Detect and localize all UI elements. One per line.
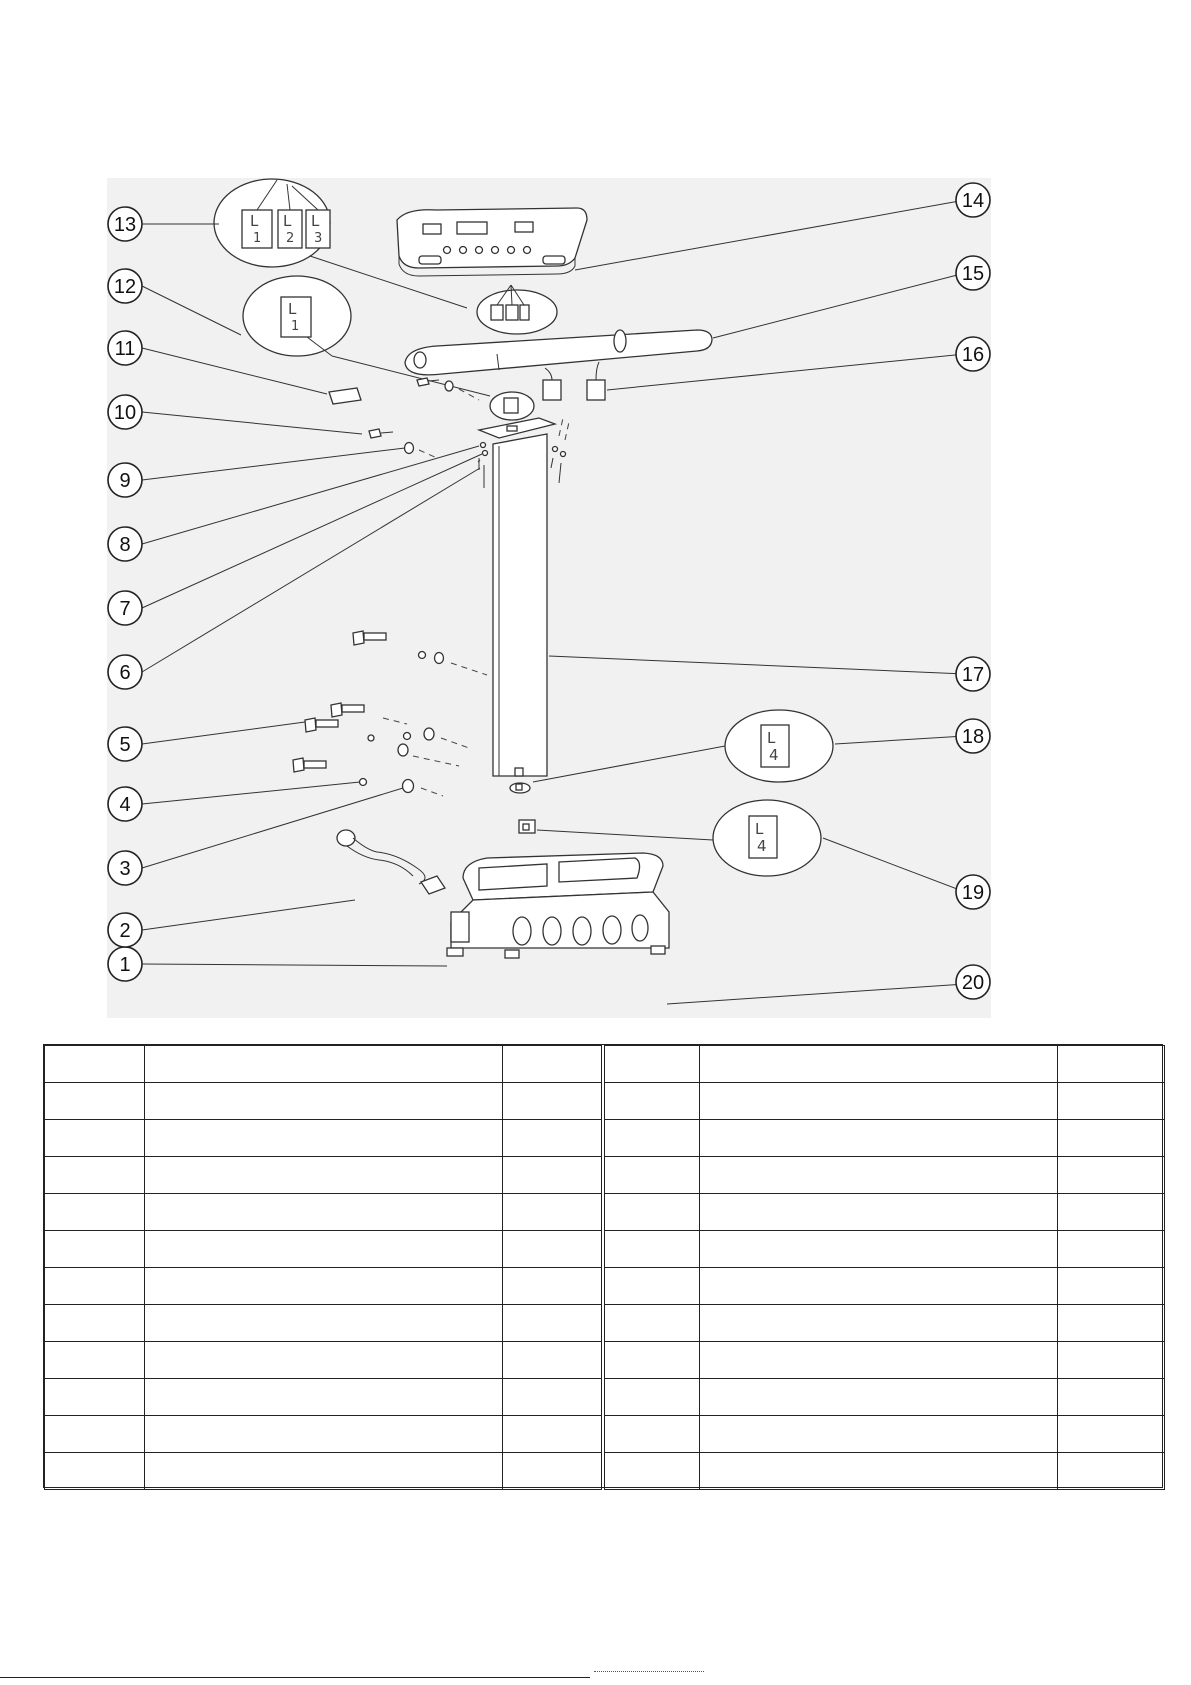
table-cell — [1058, 1194, 1165, 1231]
callout-10 — [108, 395, 142, 429]
power-cord-part-2 — [337, 830, 445, 894]
table-cell — [700, 1083, 1058, 1120]
table-cell — [45, 1268, 145, 1305]
table-cell — [503, 1194, 603, 1231]
table-cell — [603, 1194, 700, 1231]
callout-2 — [108, 913, 142, 947]
foot-part-20 — [505, 950, 519, 958]
table-cell — [145, 1268, 503, 1305]
label-l2: L — [283, 212, 292, 230]
table-cell — [45, 1157, 145, 1194]
callout-13 — [108, 207, 142, 241]
svg-text:16: 16 — [961, 344, 985, 366]
table-cell — [503, 1305, 603, 1342]
table-row — [45, 1120, 1165, 1157]
svg-text:5: 5 — [119, 734, 131, 756]
svg-text:14: 14 — [961, 190, 985, 212]
table-cell — [145, 1157, 503, 1194]
table-cell — [145, 1416, 503, 1453]
detail-bubble-18 — [725, 710, 833, 782]
table-cell — [603, 1046, 700, 1083]
table-cell — [603, 1416, 700, 1453]
table-cell — [45, 1453, 145, 1490]
svg-text:1: 1 — [119, 954, 131, 976]
svg-text:17: 17 — [961, 664, 985, 686]
label-l2-num: 2 — [286, 231, 295, 246]
label-l1b: L — [288, 300, 297, 318]
table-cell — [145, 1120, 503, 1157]
detail-bubble-12 — [243, 276, 351, 356]
table-cell — [603, 1157, 700, 1194]
table-cell — [603, 1305, 700, 1342]
label-l4a: L — [767, 729, 776, 747]
svg-text:4: 4 — [119, 794, 131, 816]
table-cell — [503, 1416, 603, 1453]
table-cell — [503, 1157, 603, 1194]
table-row — [45, 1157, 1165, 1194]
svg-text:12: 12 — [113, 276, 137, 298]
table-cell — [503, 1046, 603, 1083]
bolt-part-10 — [369, 429, 381, 438]
table-cell — [145, 1342, 503, 1379]
callout-5 — [108, 727, 142, 761]
table-cell — [1058, 1342, 1165, 1379]
bolts-part-4 — [293, 758, 443, 796]
washer-part-3 — [403, 780, 414, 793]
callout-17 — [956, 657, 990, 691]
label-l4b: L — [755, 820, 764, 838]
diagram-canvas — [107, 178, 991, 1018]
label-l4b-num: 4 — [757, 837, 767, 855]
callout-6 — [108, 655, 142, 689]
table-cell — [700, 1157, 1058, 1194]
callout-8 — [108, 527, 142, 561]
svg-text:3: 3 — [119, 858, 131, 880]
parts-table — [43, 1044, 1163, 1488]
callout-16 — [956, 337, 990, 371]
table-cell — [45, 1416, 145, 1453]
table-cell — [45, 1231, 145, 1268]
table-cell — [503, 1379, 603, 1416]
table-cell — [145, 1046, 503, 1083]
console-part-14 — [397, 208, 587, 276]
table-cell — [1058, 1046, 1165, 1083]
label-l4a-num: 4 — [769, 746, 779, 764]
block-part-16a — [543, 380, 561, 400]
table-cell — [700, 1120, 1058, 1157]
table-cell — [1058, 1120, 1165, 1157]
table-cell — [503, 1083, 603, 1120]
callout-4 — [108, 787, 142, 821]
svg-text:20: 20 — [961, 972, 985, 994]
label-l1a-num: 1 — [253, 231, 262, 246]
table-cell — [700, 1305, 1058, 1342]
handle-part-15 — [405, 330, 712, 375]
table-row — [45, 1305, 1165, 1342]
table-cell — [603, 1231, 700, 1268]
svg-text:2: 2 — [119, 920, 131, 942]
table-cell — [1058, 1379, 1165, 1416]
svg-text:19: 19 — [961, 882, 985, 904]
callout-18 — [956, 719, 990, 753]
table-cell — [700, 1231, 1058, 1268]
svg-text:9: 9 — [119, 470, 131, 492]
table-cell — [145, 1453, 503, 1490]
callout-12 — [108, 269, 142, 303]
washer-part-9 — [405, 443, 414, 454]
table-cell — [700, 1379, 1058, 1416]
callout-11 — [108, 331, 142, 365]
label-l3-num: 3 — [314, 231, 323, 246]
table-cell — [603, 1342, 700, 1379]
parts-table-body — [45, 1046, 1165, 1490]
callout-15 — [956, 256, 990, 290]
table-cell — [1058, 1453, 1165, 1490]
table-cell — [45, 1194, 145, 1231]
table-row — [45, 1268, 1165, 1305]
footer-mark — [594, 1671, 704, 1680]
svg-text:7: 7 — [119, 598, 131, 620]
block-part-16b — [587, 380, 605, 400]
table-cell — [145, 1305, 503, 1342]
detail-bubble-19 — [713, 800, 821, 876]
table-cell — [603, 1083, 700, 1120]
table-cell — [145, 1379, 503, 1416]
callout-3 — [108, 851, 142, 885]
bolts-part-5 — [305, 631, 487, 766]
svg-text:10: 10 — [113, 402, 137, 424]
table-cell — [145, 1194, 503, 1231]
callout-20 — [956, 965, 990, 999]
table-cell — [603, 1453, 700, 1490]
svg-text:18: 18 — [961, 726, 985, 748]
callout-1 — [108, 947, 142, 981]
table-row — [45, 1416, 1165, 1453]
table-cell — [503, 1120, 603, 1157]
column-part-17 — [493, 434, 547, 776]
svg-text:11: 11 — [114, 338, 136, 360]
table-cell — [700, 1268, 1058, 1305]
svg-text:8: 8 — [119, 534, 131, 556]
svg-text:13: 13 — [113, 214, 137, 236]
table-row — [45, 1083, 1165, 1120]
base-part-1 — [447, 853, 669, 958]
table-cell — [1058, 1231, 1165, 1268]
table-cell — [700, 1342, 1058, 1379]
table-cell — [700, 1416, 1058, 1453]
svg-text:15: 15 — [961, 263, 985, 285]
table-row — [45, 1379, 1165, 1416]
label-l3: L — [311, 212, 320, 230]
detail-bubble-13 — [214, 179, 330, 267]
table-cell — [45, 1342, 145, 1379]
table-row — [45, 1046, 1165, 1083]
table-row — [45, 1231, 1165, 1268]
callout-14 — [956, 183, 990, 217]
end-cap-part-11 — [329, 388, 361, 404]
table-cell — [145, 1231, 503, 1268]
callout-7 — [108, 591, 142, 625]
table-cell — [45, 1083, 145, 1120]
callout-9 — [108, 463, 142, 497]
table-cell — [503, 1453, 603, 1490]
table-cell — [1058, 1305, 1165, 1342]
table-cell — [1058, 1083, 1165, 1120]
table-cell — [503, 1268, 603, 1305]
table-cell — [503, 1231, 603, 1268]
table-cell — [700, 1453, 1058, 1490]
table-cell — [1058, 1157, 1165, 1194]
svg-text:6: 6 — [119, 662, 131, 684]
table-cell — [45, 1305, 145, 1342]
label-l1a: L — [250, 212, 259, 230]
table-cell — [700, 1046, 1058, 1083]
table-cell — [503, 1342, 603, 1379]
table-cell — [1058, 1268, 1165, 1305]
table-row — [45, 1342, 1165, 1379]
table-cell — [603, 1379, 700, 1416]
table-cell — [603, 1120, 700, 1157]
table-cell — [1058, 1416, 1165, 1453]
table-cell — [45, 1046, 145, 1083]
table-cell — [45, 1120, 145, 1157]
table-cell — [700, 1194, 1058, 1231]
table-cell — [145, 1083, 503, 1120]
exploded-parts-diagram — [107, 178, 991, 1018]
label-l1b-num: 1 — [291, 319, 300, 334]
table-row — [45, 1453, 1165, 1490]
footer-rule — [0, 1677, 590, 1678]
callout-19 — [956, 875, 990, 909]
table-cell — [603, 1268, 700, 1305]
table-cell — [45, 1379, 145, 1416]
table-row — [45, 1194, 1165, 1231]
